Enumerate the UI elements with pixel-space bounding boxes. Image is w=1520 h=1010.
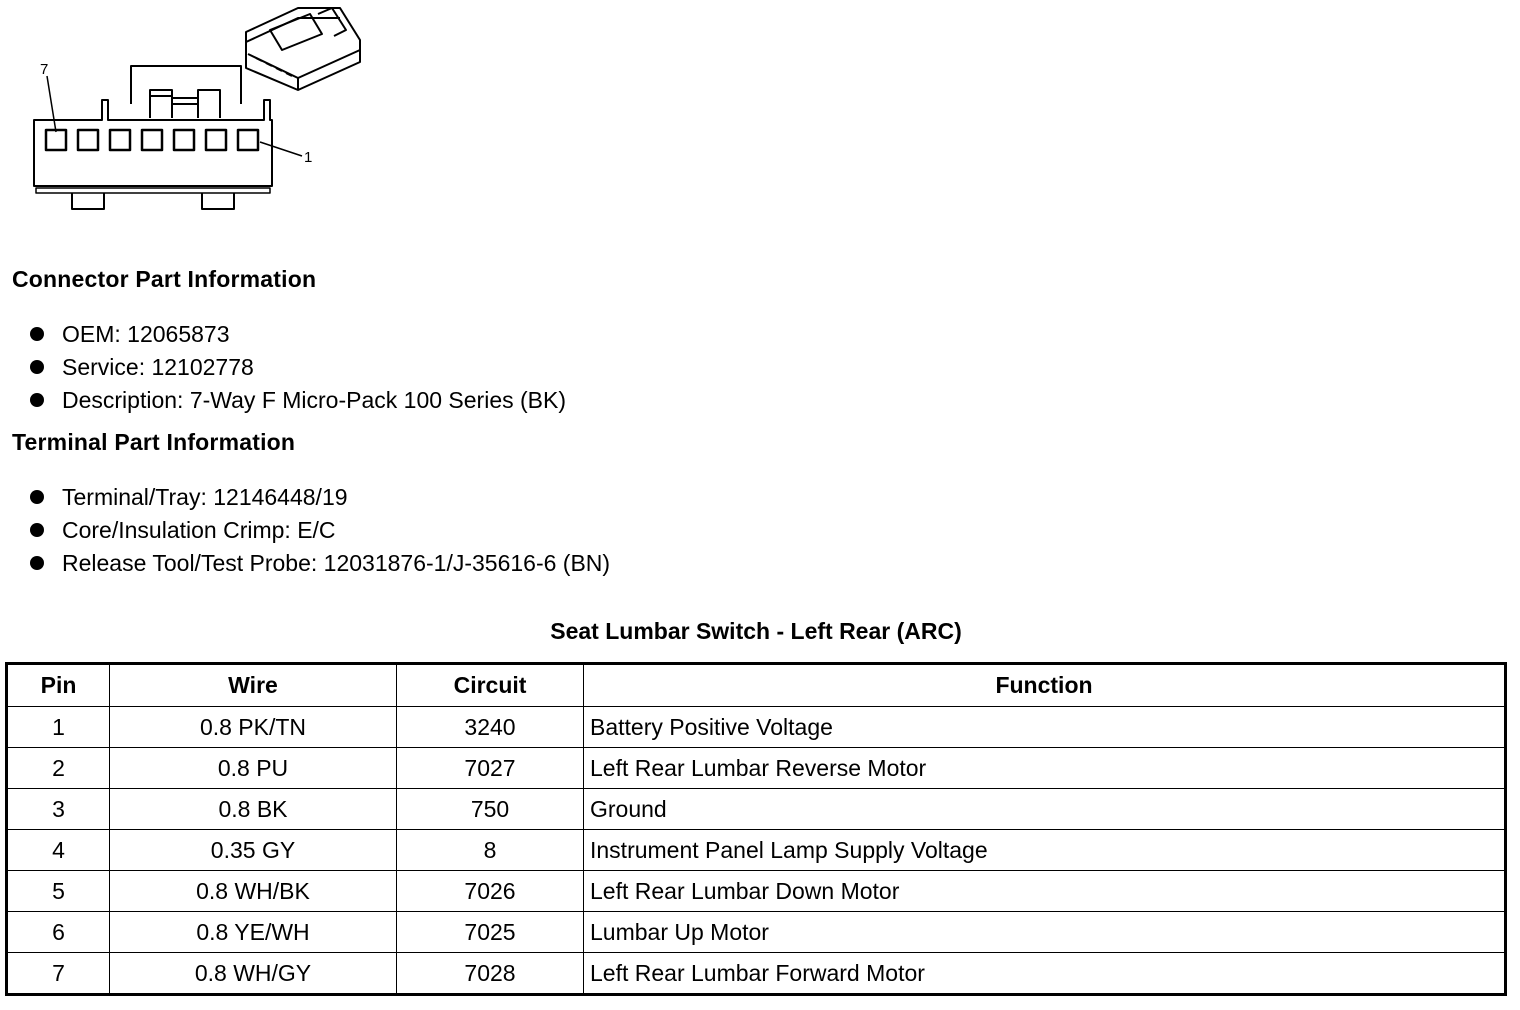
list-item (30, 351, 566, 384)
pinout-table (5, 662, 1507, 996)
cell-circuit: 750 (397, 789, 584, 830)
list-item (30, 481, 610, 514)
bullet-icon (30, 393, 44, 407)
cell-circuit: 8 (397, 830, 584, 871)
cell-wire: 0.8 PK/TN (110, 707, 397, 748)
table-header-row (7, 664, 1506, 707)
cell-circuit: 7027 (397, 748, 584, 789)
table-row (7, 789, 1506, 830)
cell-function: Left Rear Lumbar Reverse Motor (584, 748, 1506, 789)
cell-circuit: 7025 (397, 912, 584, 953)
header-pin: Pin (7, 664, 110, 707)
terminal-part-info-list (30, 481, 610, 580)
bullet-icon (30, 327, 44, 341)
cell-function: Left Rear Lumbar Forward Motor (584, 953, 1506, 995)
bullet-icon (30, 523, 44, 537)
connector-body (34, 100, 272, 209)
list-item (30, 384, 566, 417)
cell-wire: 0.8 WH/BK (110, 871, 397, 912)
cell-circuit: 3240 (397, 707, 584, 748)
cell-wire: 0.8 PU (110, 748, 397, 789)
list-item-text: Core/Insulation Crimp: E/C (62, 517, 336, 543)
list-item-text: Description: 7-Way F Micro-Pack 100 Series (BK) (62, 387, 567, 413)
terminal-part-info-title: Terminal Part Information (12, 429, 296, 455)
cell-function: Instrument Panel Lamp Supply Voltage (584, 830, 1506, 871)
table-row (7, 912, 1506, 953)
pin-label-1: 1 (304, 149, 313, 166)
cell-pin: 1 (7, 707, 110, 748)
table-row (7, 953, 1506, 995)
cell-wire: 0.35 GY (110, 830, 397, 871)
bullet-icon (30, 556, 44, 570)
cell-circuit: 7026 (397, 871, 584, 912)
pin-label-7: 7 (40, 61, 49, 78)
connector-diagram (0, 0, 380, 225)
connector-latch (131, 66, 241, 118)
header-circuit: Circuit (397, 664, 584, 707)
bullet-icon (30, 360, 44, 374)
table-row (7, 830, 1506, 871)
cell-circuit: 7028 (397, 953, 584, 995)
cell-pin: 2 (7, 748, 110, 789)
cell-wire: 0.8 BK (110, 789, 397, 830)
list-item-text: OEM: 12065873 (62, 321, 230, 347)
list-item (30, 318, 566, 351)
cell-function: Battery Positive Voltage (584, 707, 1506, 748)
header-function: Function (584, 664, 1506, 707)
table-row (7, 871, 1506, 912)
connector-3d-view-icon (246, 8, 360, 90)
connector-part-info-list (30, 318, 566, 417)
cell-function: Ground (584, 789, 1506, 830)
table-row (7, 748, 1506, 789)
list-item (30, 514, 610, 547)
cell-pin: 3 (7, 789, 110, 830)
cell-function: Lumbar Up Motor (584, 912, 1506, 953)
cell-pin: 6 (7, 912, 110, 953)
cell-function: Left Rear Lumbar Down Motor (584, 871, 1506, 912)
table-caption: Seat Lumbar Switch - Left Rear (ARC) (550, 618, 962, 644)
cell-pin: 4 (7, 830, 110, 871)
cell-pin: 7 (7, 953, 110, 995)
table-row (7, 707, 1506, 748)
list-item-text: Terminal/Tray: 12146448/19 (62, 484, 348, 510)
list-item (30, 547, 610, 580)
bullet-icon (30, 490, 44, 504)
connector-part-info-title: Connector Part Information (12, 266, 317, 292)
cell-pin: 5 (7, 871, 110, 912)
cell-wire: 0.8 WH/GY (110, 953, 397, 995)
header-wire: Wire (110, 664, 397, 707)
list-item-text: Release Tool/Test Probe: 12031876-1/J-35616-6 (BN) (62, 550, 611, 576)
list-item-text: Service: 12102778 (62, 354, 254, 380)
pin-cavities (46, 130, 258, 150)
cell-wire: 0.8 YE/WH (110, 912, 397, 953)
